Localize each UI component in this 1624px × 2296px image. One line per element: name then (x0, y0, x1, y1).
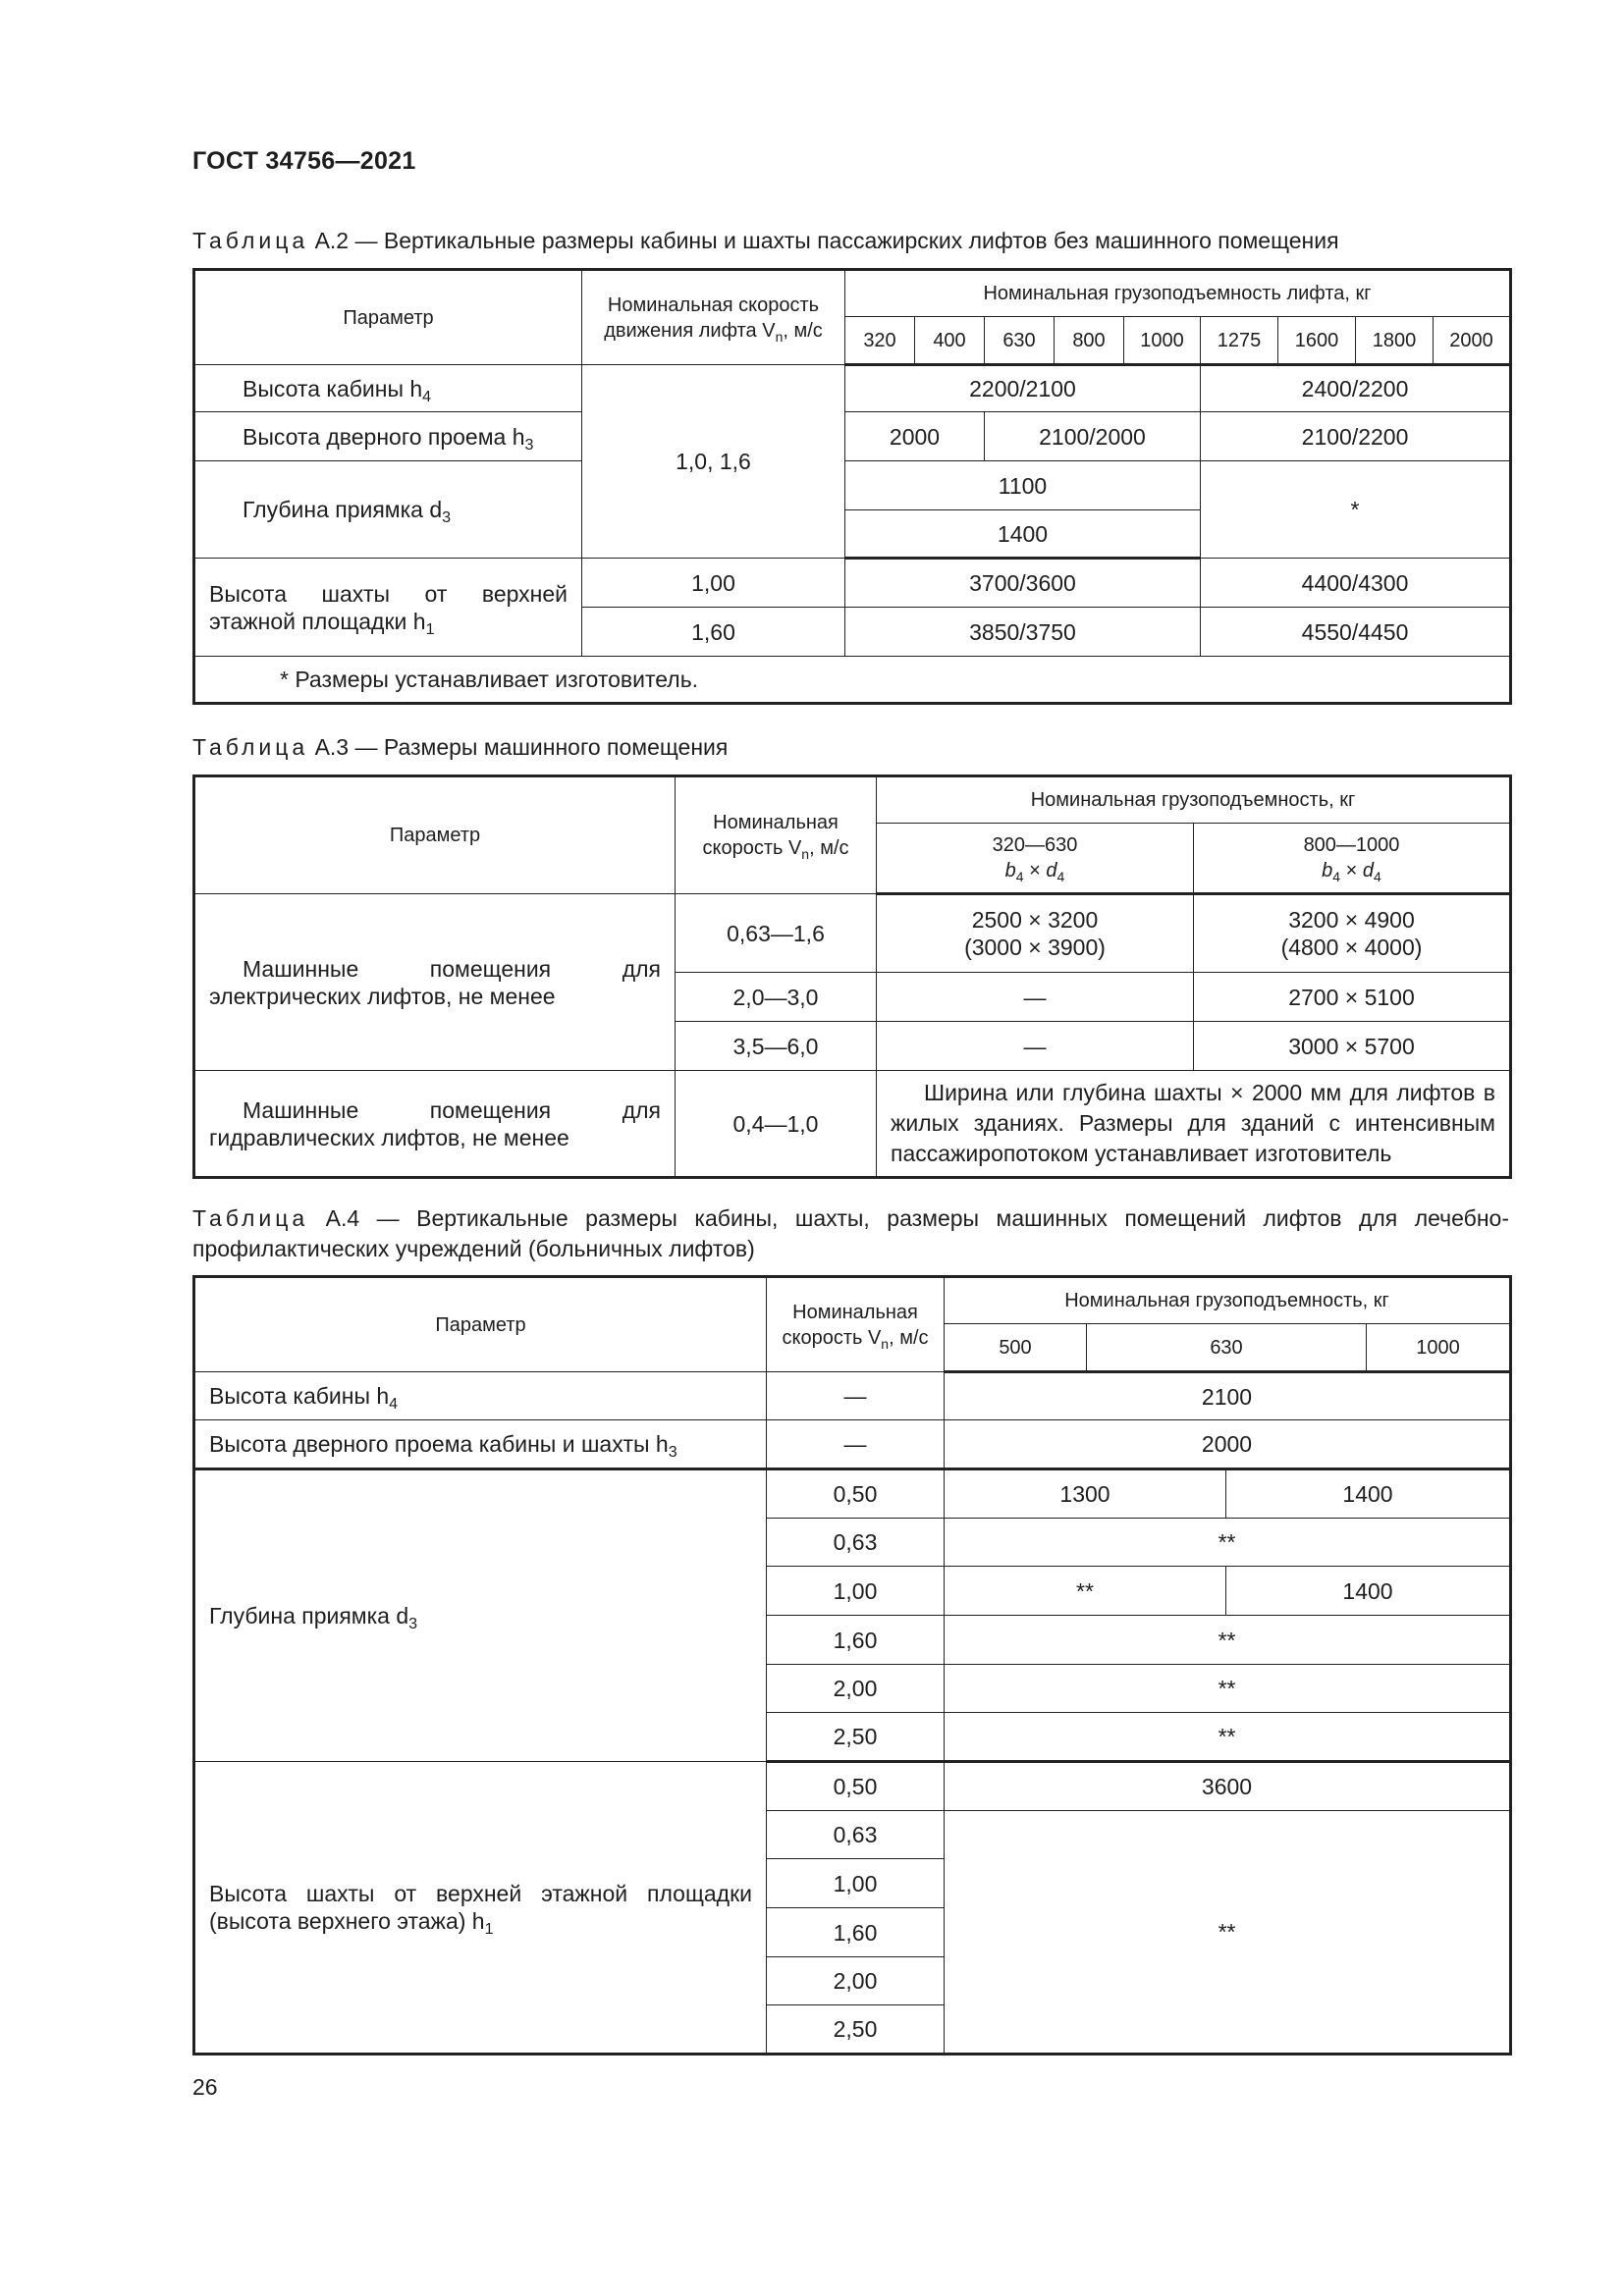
table-row (194, 894, 1511, 973)
value-cell: ** (945, 1713, 1511, 1762)
capacity-cell: 400 (915, 317, 985, 365)
capacity-range-1: 320—630 $b_4 \times d_4$ (877, 824, 1194, 894)
value-cell: 2000 (845, 412, 985, 461)
value-cell: 3200 × 4900 (4800 × 4000) (1194, 894, 1511, 973)
table-a2-caption (192, 226, 1339, 256)
caption-label: Таблица (192, 1205, 309, 1231)
speed-cell: 0,63 (767, 1519, 945, 1567)
value-cell: ** (945, 1616, 1511, 1665)
page-number: 26 (192, 2074, 218, 2100)
row-label: Высота дверного проема $h_3$ (194, 412, 582, 461)
value-cell: 1400 (1226, 1567, 1511, 1616)
row-label: Глубина приямка $d_3$ (194, 461, 582, 559)
table-a4 (192, 1275, 1512, 2056)
capacity-cell: 320 (845, 317, 915, 365)
table-row (194, 365, 1511, 412)
capacity-cell: 630 (1087, 1324, 1367, 1372)
speed-cell: 2,0—3,0 (676, 973, 877, 1022)
value-cell: 2400/2200 (1201, 365, 1511, 412)
value-cell: 3000 × 5700 (1194, 1022, 1511, 1071)
value-cell: ** (945, 1519, 1511, 1567)
value-cell: Ширина или глубина шахты × 2000 мм для лифтов в жилых зданиях. Размеры для зданий с интенсивным пассажиропотоком устанавливает изготовитель (877, 1071, 1511, 1178)
document-code: ГОСТ 34756—2021 (192, 147, 416, 175)
table-row (194, 1071, 1511, 1178)
capacity-cell: 1000 (1124, 317, 1201, 365)
speed-cell: 1,0, 1,6 (582, 365, 845, 559)
capacity-cell: 1275 (1201, 317, 1278, 365)
footnote: * Размеры устанавливает изготовитель. (194, 657, 1511, 704)
speed-cell: 2,00 (767, 1957, 945, 2005)
speed-cell: 1,00 (767, 1859, 945, 1908)
header-parameter: Параметр (194, 776, 676, 894)
row-label: Высота шахты от верхней этажной площадки $h_1$ (194, 559, 582, 657)
table-a4-caption (192, 1203, 1509, 1264)
row-label: Высота шахты от верхней этажной площадки (высота верхнего этажа) $h_1$ (194, 1762, 767, 2055)
header-speed: Номинальная скорость $V_n$, м/с (767, 1277, 945, 1372)
value-cell: 2700 × 5100 (1194, 973, 1511, 1022)
caption-text: А.2 — Вертикальные размеры кабины и шахты пассажирских лифтов без машинного помещения (314, 228, 1339, 253)
row-label: Высота дверного проема кабины и шахты $h_3$ (194, 1420, 767, 1469)
speed-cell: — (767, 1420, 945, 1469)
value-cell: 3600 (945, 1762, 1511, 1811)
table-row (194, 1372, 1511, 1420)
value-cell: — (877, 973, 1194, 1022)
table-row (194, 1762, 1511, 1811)
value-cell: 4400/4300 (1201, 559, 1511, 608)
table-a2 (192, 268, 1512, 705)
value-cell: — (877, 1022, 1194, 1071)
speed-cell: 3,5—6,0 (676, 1022, 877, 1071)
speed-cell: 0,63 (767, 1811, 945, 1859)
speed-cell: 2,50 (767, 1713, 945, 1762)
speed-cell: 1,00 (767, 1567, 945, 1616)
capacity-cell: 1600 (1278, 317, 1356, 365)
row-label: Машинные помещения для гидравлических лифтов, не менее (194, 1071, 676, 1178)
row-label: Машинные помещения для электрических лифтов, не менее (194, 894, 676, 1071)
table-a3-caption (192, 732, 728, 763)
speed-cell: — (767, 1372, 945, 1420)
header-parameter: Параметр (194, 1277, 767, 1372)
value-cell: 1400 (845, 510, 1201, 559)
header-speed: Номинальная скорость $V_n$, м/с (676, 776, 877, 894)
speed-cell: 0,63—1,6 (676, 894, 877, 973)
row-label: Высота кабины $h_4$ (194, 1372, 767, 1420)
value-cell: 4550/4450 (1201, 608, 1511, 657)
header-capacity: Номинальная грузоподъемность лифта, кг (845, 270, 1511, 317)
value-cell: * (1201, 461, 1511, 559)
header-capacity: Номинальная грузоподъемность, кг (877, 776, 1511, 824)
capacity-cell: 1800 (1356, 317, 1434, 365)
row-label: Глубина приямка $d_3$ (194, 1469, 767, 1762)
table-row (194, 1420, 1511, 1469)
header-parameter: Параметр (194, 270, 582, 365)
value-cell: 3850/3750 (845, 608, 1201, 657)
value-cell: ** (945, 1567, 1226, 1616)
table-a3 (192, 774, 1512, 1179)
value-cell: 2000 (945, 1420, 1511, 1469)
value-cell: 2200/2100 (845, 365, 1201, 412)
value-cell: 2100/2000 (985, 412, 1201, 461)
value-cell: 2500 × 3200 (3000 × 3900) (877, 894, 1194, 973)
capacity-cell: 500 (945, 1324, 1087, 1372)
caption-text: А.4 — Вертикальные размеры кабины, шахты, размеры машинных помещений лифтов для лечебно-профилактических учреждений (больничных лифтов) (192, 1205, 1509, 1261)
speed-cell: 0,50 (767, 1762, 945, 1811)
table-row (194, 559, 1511, 608)
row-label: Высота кабины $h_4$ (194, 365, 582, 412)
speed-cell: 1,60 (767, 1616, 945, 1665)
table-row (194, 1469, 1511, 1519)
table-row (194, 412, 1511, 461)
speed-cell: 2,00 (767, 1665, 945, 1713)
value-cell: ** (945, 1665, 1511, 1713)
capacity-cell: 800 (1055, 317, 1124, 365)
speed-cell: 0,4—1,0 (676, 1071, 877, 1178)
footnote-row (194, 657, 1511, 704)
value-cell: 1300 (945, 1469, 1226, 1519)
caption-text: А.3 — Размеры машинного помещения (314, 734, 729, 760)
capacity-cell: 1000 (1367, 1324, 1511, 1372)
header-speed: Номинальная скорость движения лифта $V_n$, м/с (582, 270, 845, 365)
value-cell: 1100 (845, 461, 1201, 510)
speed-cell: 2,50 (767, 2005, 945, 2055)
value-cell: ** (945, 1811, 1511, 2055)
caption-label: Таблица (192, 228, 309, 253)
capacity-cell: 2000 (1434, 317, 1511, 365)
speed-cell: 0,50 (767, 1469, 945, 1519)
capacity-range-2: 800—1000 $b_4 \times d_4$ (1194, 824, 1511, 894)
value-cell: 3700/3600 (845, 559, 1201, 608)
value-cell: 1400 (1226, 1469, 1511, 1519)
value-cell: 2100/2200 (1201, 412, 1511, 461)
speed-cell: 1,00 (582, 559, 845, 608)
speed-cell: 1,60 (767, 1908, 945, 1957)
capacity-cell: 630 (985, 317, 1055, 365)
header-capacity: Номинальная грузоподъемность, кг (945, 1277, 1511, 1324)
table-row (194, 461, 1511, 510)
speed-cell: 1,60 (582, 608, 845, 657)
caption-label: Таблица (192, 734, 309, 760)
value-cell: 2100 (945, 1372, 1511, 1420)
